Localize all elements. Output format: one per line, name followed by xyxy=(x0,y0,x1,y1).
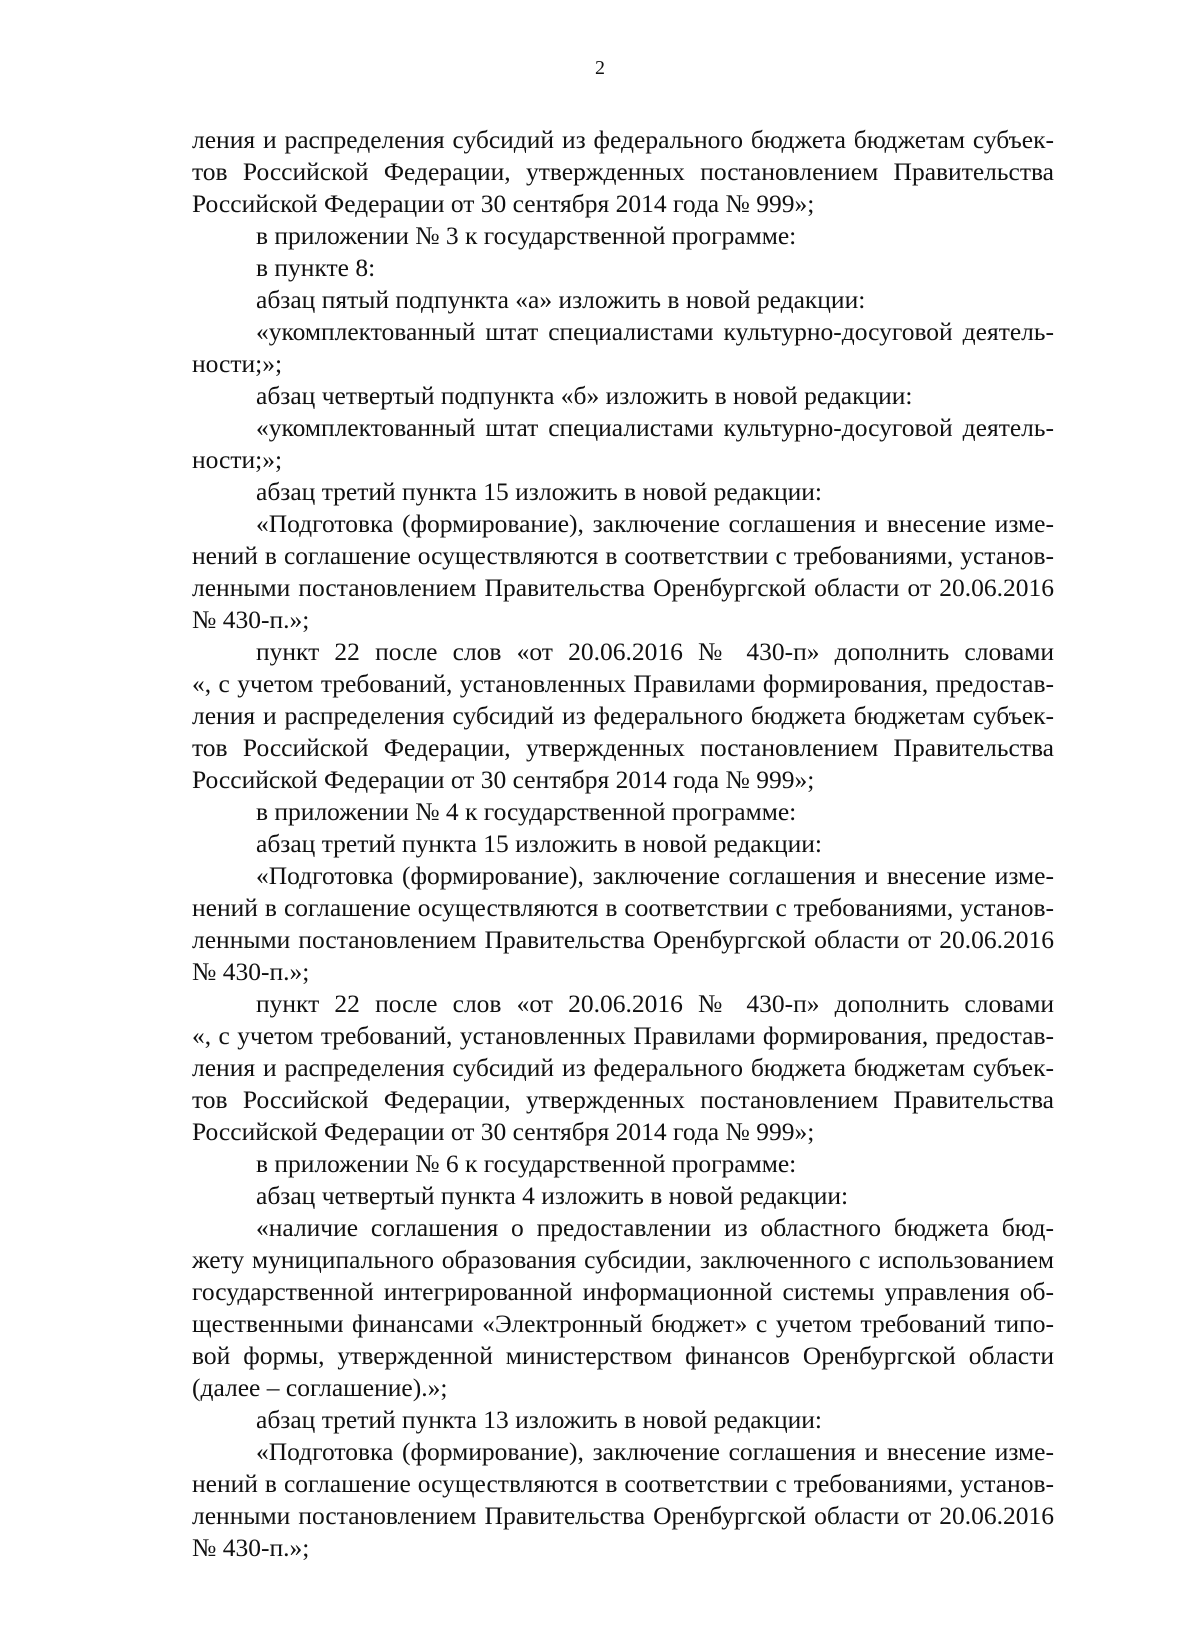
text-line: государственной интегрированной информационной системы управления об- xyxy=(192,1277,1054,1306)
text-line: «, с учетом требований, установленных Правилами формирования, предостав- xyxy=(192,1021,1054,1050)
text-line: ленными постановлением Правительства Оренбургской области от 20.06.2016 xyxy=(192,925,1054,954)
text-line: нений в соглашение осуществляются в соответствии с требованиями, установ- xyxy=(192,1469,1054,1498)
text-line: (далее – соглашение).»; xyxy=(192,1373,448,1402)
text-line: Российской Федерации от 30 сентября 2014 года № 999»; xyxy=(192,765,815,794)
text-line: в приложении № 6 к государственной программе: xyxy=(256,1149,797,1178)
text-line: жету муниципального образования субсидии, заключенного с использованием xyxy=(192,1245,1054,1274)
body-text xyxy=(192,124,1054,1564)
text-line: «, с учетом требований, установленных Правилами формирования, предостав- xyxy=(192,669,1054,698)
text-line: «укомплектованный штат специалистами культурно-досуговой деятель- xyxy=(256,317,1054,346)
text-line: абзац четвертый подпункта «б» изложить в новой редакции: xyxy=(256,381,913,410)
text-line: абзац третий пункта 13 изложить в новой редакции: xyxy=(256,1405,823,1434)
text-line: нений в соглашение осуществляются в соответствии с требованиями, установ- xyxy=(192,541,1054,570)
text-line: «укомплектованный штат специалистами культурно-досуговой деятель- xyxy=(256,413,1054,442)
text-line: № 430-п.»; xyxy=(192,605,310,634)
text-line: «Подготовка (формирование), заключение соглашения и внесение изме- xyxy=(256,509,1054,538)
text-line: ления и распределения субсидий из федерального бюджета бюджетам субъек- xyxy=(192,125,1054,154)
text-line: ления и распределения субсидий из федерального бюджета бюджетам субъек- xyxy=(192,1053,1054,1082)
text-line: абзац пятый подпункта «а» изложить в новой редакции: xyxy=(256,285,866,314)
text-line: абзац третий пункта 15 изложить в новой редакции: xyxy=(256,829,823,858)
text-line: нений в соглашение осуществляются в соответствии с требованиями, установ- xyxy=(192,893,1054,922)
text-line: в приложении № 4 к государственной программе: xyxy=(256,797,797,826)
text-line: Российской Федерации от 30 сентября 2014 года № 999»; xyxy=(192,189,815,218)
text-line: № 430-п.»; xyxy=(192,957,310,986)
text-line: ления и распределения субсидий из федерального бюджета бюджетам субъек- xyxy=(192,701,1054,730)
text-line: в пункте 8: xyxy=(256,253,376,282)
text-line: Российской Федерации от 30 сентября 2014 года № 999»; xyxy=(192,1117,815,1146)
text-line: пункт 22 после слов «от 20.06.2016 № 430-п» дополнить словами xyxy=(256,989,1054,1018)
text-line: тов Российской Федерации, утвержденных постановлением Правительства xyxy=(192,157,1054,186)
text-line: ленными постановлением Правительства Оренбургской области от 20.06.2016 xyxy=(192,1501,1054,1530)
text-line: «Подготовка (формирование), заключение соглашения и внесение изме- xyxy=(256,1437,1054,1466)
text-line: абзац четвертый пункта 4 изложить в новой редакции: xyxy=(256,1181,849,1210)
text-line: тов Российской Федерации, утвержденных постановлением Правительства xyxy=(192,1085,1054,1114)
text-line: щественными финансами «Электронный бюджет» с учетом требований типо- xyxy=(192,1309,1054,1338)
text-line: № 430-п.»; xyxy=(192,1533,310,1562)
text-line: ности;»; xyxy=(192,445,283,474)
text-line: вой формы, утвержденной министерством финансов Оренбургской области xyxy=(192,1341,1054,1370)
page-number: 2 xyxy=(595,57,605,79)
text-line: ленными постановлением Правительства Оренбургской области от 20.06.2016 xyxy=(192,573,1054,602)
text-line: тов Российской Федерации, утвержденных постановлением Правительства xyxy=(192,733,1054,762)
text-line: «наличие соглашения о предоставлении из областного бюджета бюд- xyxy=(256,1213,1054,1242)
text-line: «Подготовка (формирование), заключение соглашения и внесение изме- xyxy=(256,861,1054,890)
text-line: пункт 22 после слов «от 20.06.2016 № 430-п» дополнить словами xyxy=(256,637,1054,666)
text-line: в приложении № 3 к государственной программе: xyxy=(256,221,797,250)
text-line: ности;»; xyxy=(192,349,283,378)
text-line: абзац третий пункта 15 изложить в новой редакции: xyxy=(256,477,823,506)
